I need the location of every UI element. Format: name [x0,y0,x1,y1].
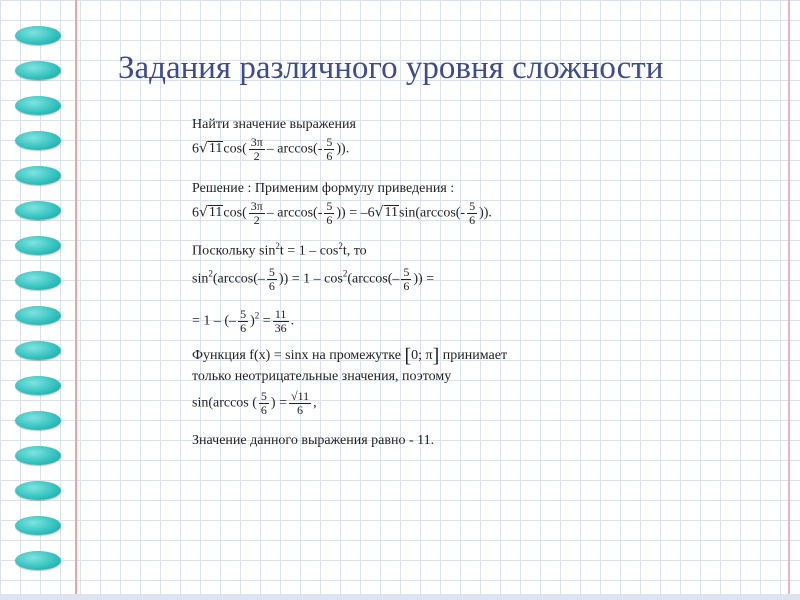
fraction: $\frac{√11}{6}$ [290,389,310,417]
task-heading: Найти значение выражения [192,117,356,132]
fraction: $\frac{5}{6}$ [326,135,333,163]
fraction: $\frac{3\pi}{2}$ [250,199,263,227]
fraction: $\frac{5}{6}$ [240,307,247,335]
notebook-rings [0,0,75,600]
binder-ring [15,201,61,220]
binder-ring [15,341,61,360]
solution-heading: Решение : Применим формулу приведения : [192,181,455,196]
bottom-border [0,594,800,600]
binder-ring [15,516,61,535]
slide-title: Задания различного уровня сложности [118,50,664,86]
binder-ring [15,96,61,115]
binder-ring [15,376,61,395]
fraction: $\frac{5}{6}$ [260,389,267,417]
binder-ring [15,271,61,290]
fraction: $\frac{5}{6}$ [403,265,410,293]
answer-line: Значение данного выражения равно - 11. [192,433,435,448]
binder-ring [15,306,61,325]
fraction: $\frac{5}{6}$ [326,199,333,227]
binder-ring [15,551,61,570]
binder-ring [15,61,61,80]
function-line: Функция f(x) = sinx на промежутке [0; π] принимает [192,345,508,367]
fraction: $\frac{3\pi}{2}$ [250,135,263,163]
since-line: Поскольку $\sin^2t = 1 - \cos^2t$, то [192,241,367,259]
only-line: только неотрицательные значения, поэтому [192,369,452,384]
binder-ring [15,131,61,150]
expression-4: = 1 – (– $\frac{5}{6}$ )$^2$ = $\frac{11}{36}$ . [192,307,295,335]
margin-line [75,0,77,600]
binder-ring [15,481,61,500]
binder-ring [15,236,61,255]
right-border [788,0,790,600]
expression-2: 6√11cos( $\frac{3\pi}{2}$ – arccos(- $\frac{5}{6}$ )) = –6√11sin(arccos(- $\frac{5}{6}$ )). [192,199,492,227]
expression-3: $\sin^2(\arccos(-$ $\frac{5}{6}$ )) = $1 - \cos^2(\arccos(-$ $\frac{5}{6}$ )) = [192,265,435,293]
binder-ring [15,166,61,185]
expression-1: 6√11cos( $\frac{3\pi}{2}$ – arccos(- $\frac{5}{6}$ )). [192,135,350,163]
expression-5: sin(arccos ( $\frac{5}{6}$ ) = $\frac{√11}{6}$ , [192,389,317,417]
binder-ring [15,411,61,430]
fraction: $\frac{5}{6}$ [469,199,476,227]
fraction: $\frac{11}{36}$ [274,307,287,335]
binder-ring [15,26,61,45]
fraction: $\frac{5}{6}$ [268,265,275,293]
binder-ring [15,446,61,465]
